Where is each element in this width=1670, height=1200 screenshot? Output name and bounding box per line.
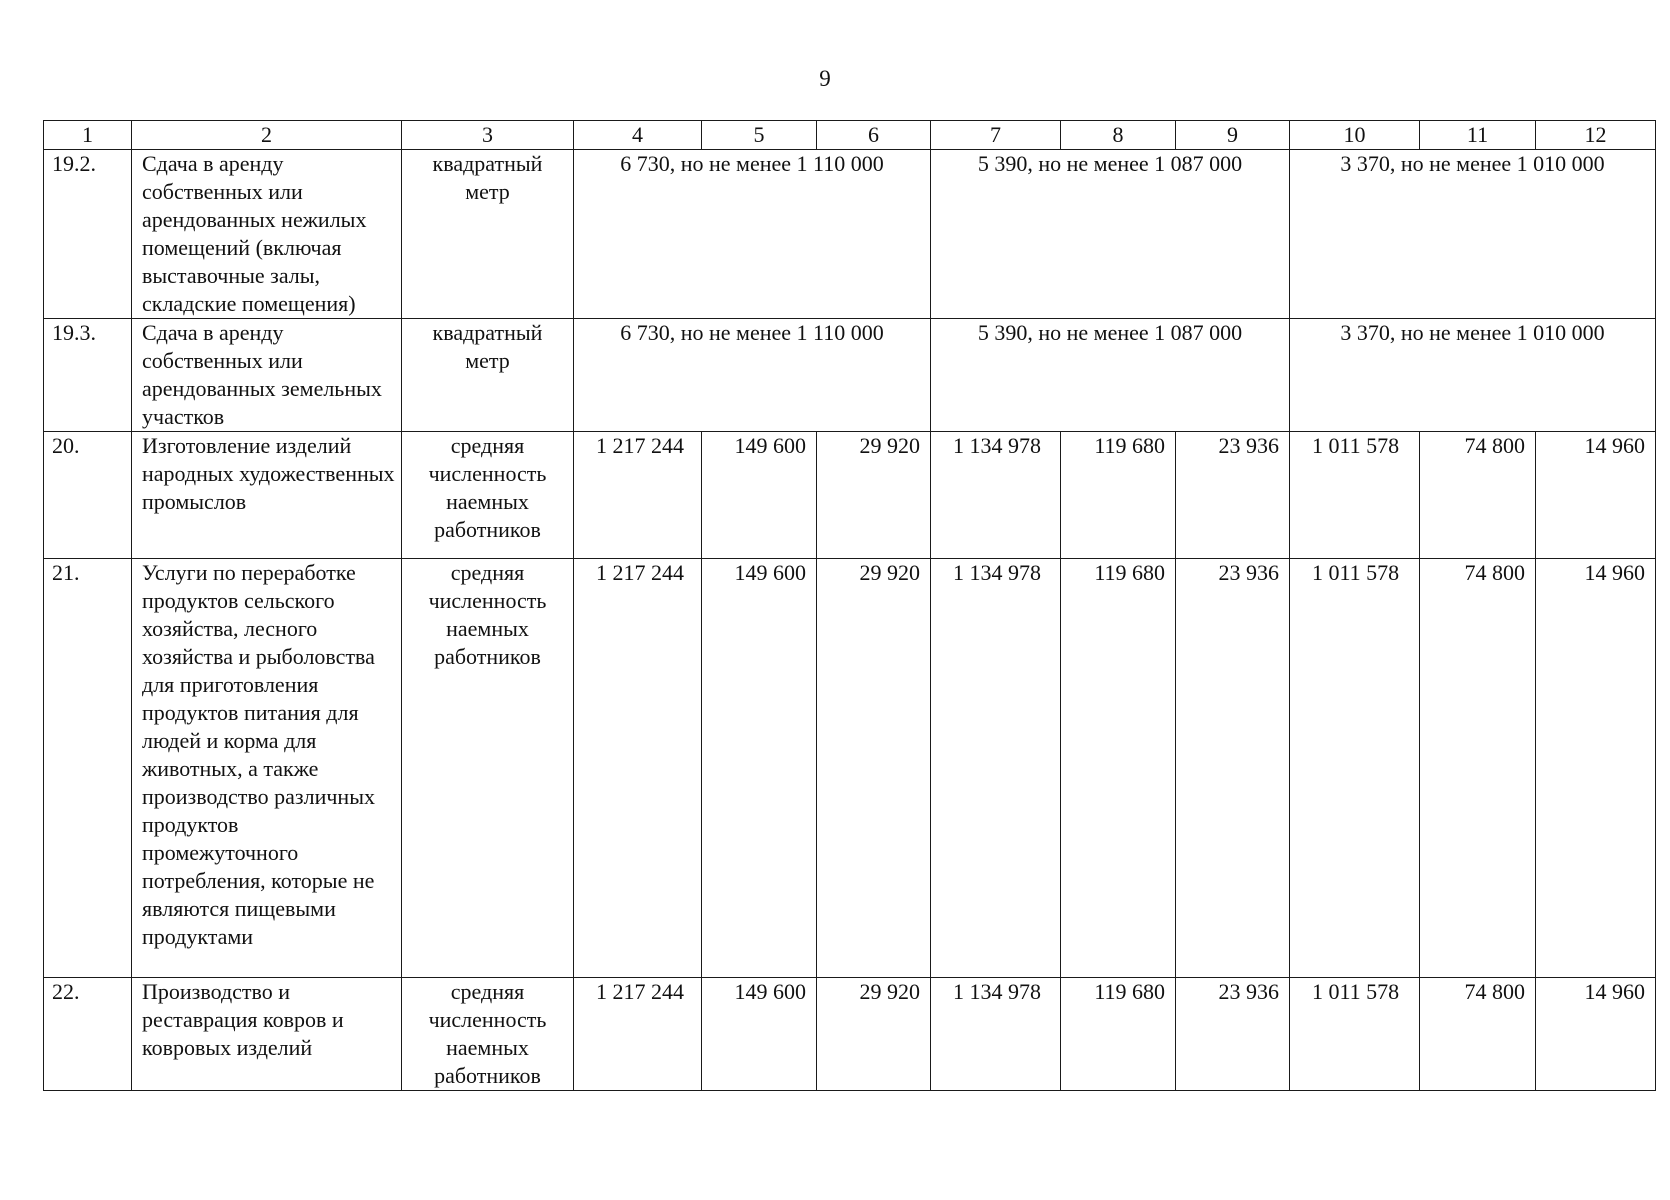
table-row <box>44 150 1656 319</box>
value-cell: 74 800 <box>1420 432 1536 559</box>
column-header: 11 <box>1420 121 1536 150</box>
column-header: 10 <box>1290 121 1420 150</box>
tariff-table <box>43 120 1656 1091</box>
rate-group-1: 6 730, но не менее 1 110 000 <box>574 150 931 319</box>
value-cell: 119 680 <box>1061 978 1176 1091</box>
row-number: 22. <box>44 978 132 1091</box>
rate-group-3: 3 370, но не менее 1 010 000 <box>1290 150 1656 319</box>
row-number: 21. <box>44 559 132 978</box>
rate-group-1: 6 730, но не менее 1 110 000 <box>574 319 931 432</box>
column-header: 1 <box>44 121 132 150</box>
value-cell: 119 680 <box>1061 559 1176 978</box>
value-cell: 74 800 <box>1420 978 1536 1091</box>
page-number: 9 <box>819 66 831 91</box>
activity-name: Сдача в аренду собственных или арендованных земельных участков <box>132 319 402 432</box>
column-header: 9 <box>1176 121 1290 150</box>
value-cell: 149 600 <box>702 559 817 978</box>
value-cell: 74 800 <box>1420 559 1536 978</box>
table-row <box>44 978 1656 1091</box>
value-cell: 23 936 <box>1176 978 1290 1091</box>
value-cell: 14 960 <box>1536 559 1656 978</box>
column-number-row <box>44 121 1656 150</box>
value-cell: 1 217 244 <box>574 432 702 559</box>
value-cell: 149 600 <box>702 978 817 1091</box>
table-row <box>44 319 1656 432</box>
value-cell: 1 134 978 <box>931 559 1061 978</box>
value-cell: 29 920 <box>817 978 931 1091</box>
value-cell: 119 680 <box>1061 432 1176 559</box>
row-number: 20. <box>44 432 132 559</box>
activity-name: Производство и реставрация ковров и ковровых изделий <box>132 978 402 1091</box>
unit-cell: квадратный метр <box>402 150 574 319</box>
value-cell: 1 134 978 <box>931 432 1061 559</box>
column-header: 4 <box>574 121 702 150</box>
value-cell: 1 134 978 <box>931 978 1061 1091</box>
activity-name: Изготовление изделий народных художественных промыслов <box>132 432 402 559</box>
activity-name: Сдача в аренду собственных или арендованных нежилых помещений (включая выставочные залы, складские помещения) <box>132 150 402 319</box>
unit-cell: средняя численность наемных работников <box>402 978 574 1091</box>
column-header: 8 <box>1061 121 1176 150</box>
value-cell: 29 920 <box>817 432 931 559</box>
value-cell: 1 011 578 <box>1290 559 1420 978</box>
value-cell: 14 960 <box>1536 432 1656 559</box>
column-header: 3 <box>402 121 574 150</box>
value-cell: 29 920 <box>817 559 931 978</box>
column-header: 7 <box>931 121 1061 150</box>
row-number: 19.3. <box>44 319 132 432</box>
column-header: 12 <box>1536 121 1656 150</box>
row-number: 19.2. <box>44 150 132 319</box>
rate-group-2: 5 390, но не менее 1 087 000 <box>931 319 1290 432</box>
table-row <box>44 432 1656 559</box>
unit-cell: средняя численность наемных работников <box>402 559 574 978</box>
column-header: 5 <box>702 121 817 150</box>
column-header: 2 <box>132 121 402 150</box>
table-row <box>44 559 1656 978</box>
value-cell: 1 217 244 <box>574 559 702 978</box>
value-cell: 149 600 <box>702 432 817 559</box>
value-cell: 1 217 244 <box>574 978 702 1091</box>
unit-cell: средняя численность наемных работников <box>402 432 574 559</box>
unit-cell: квадратный метр <box>402 319 574 432</box>
value-cell: 1 011 578 <box>1290 432 1420 559</box>
rate-group-2: 5 390, но не менее 1 087 000 <box>931 150 1290 319</box>
activity-name: Услуги по переработке продуктов сельского хозяйства, лесного хозяйства и рыболовства для приготовления продуктов питания для людей и корма для животных, а также производство различных продуктов промежуточного потребления, которые не являются пищевыми продуктами <box>132 559 402 978</box>
value-cell: 23 936 <box>1176 432 1290 559</box>
value-cell: 23 936 <box>1176 559 1290 978</box>
value-cell: 1 011 578 <box>1290 978 1420 1091</box>
column-header: 6 <box>817 121 931 150</box>
value-cell: 14 960 <box>1536 978 1656 1091</box>
rate-group-3: 3 370, но не менее 1 010 000 <box>1290 319 1656 432</box>
